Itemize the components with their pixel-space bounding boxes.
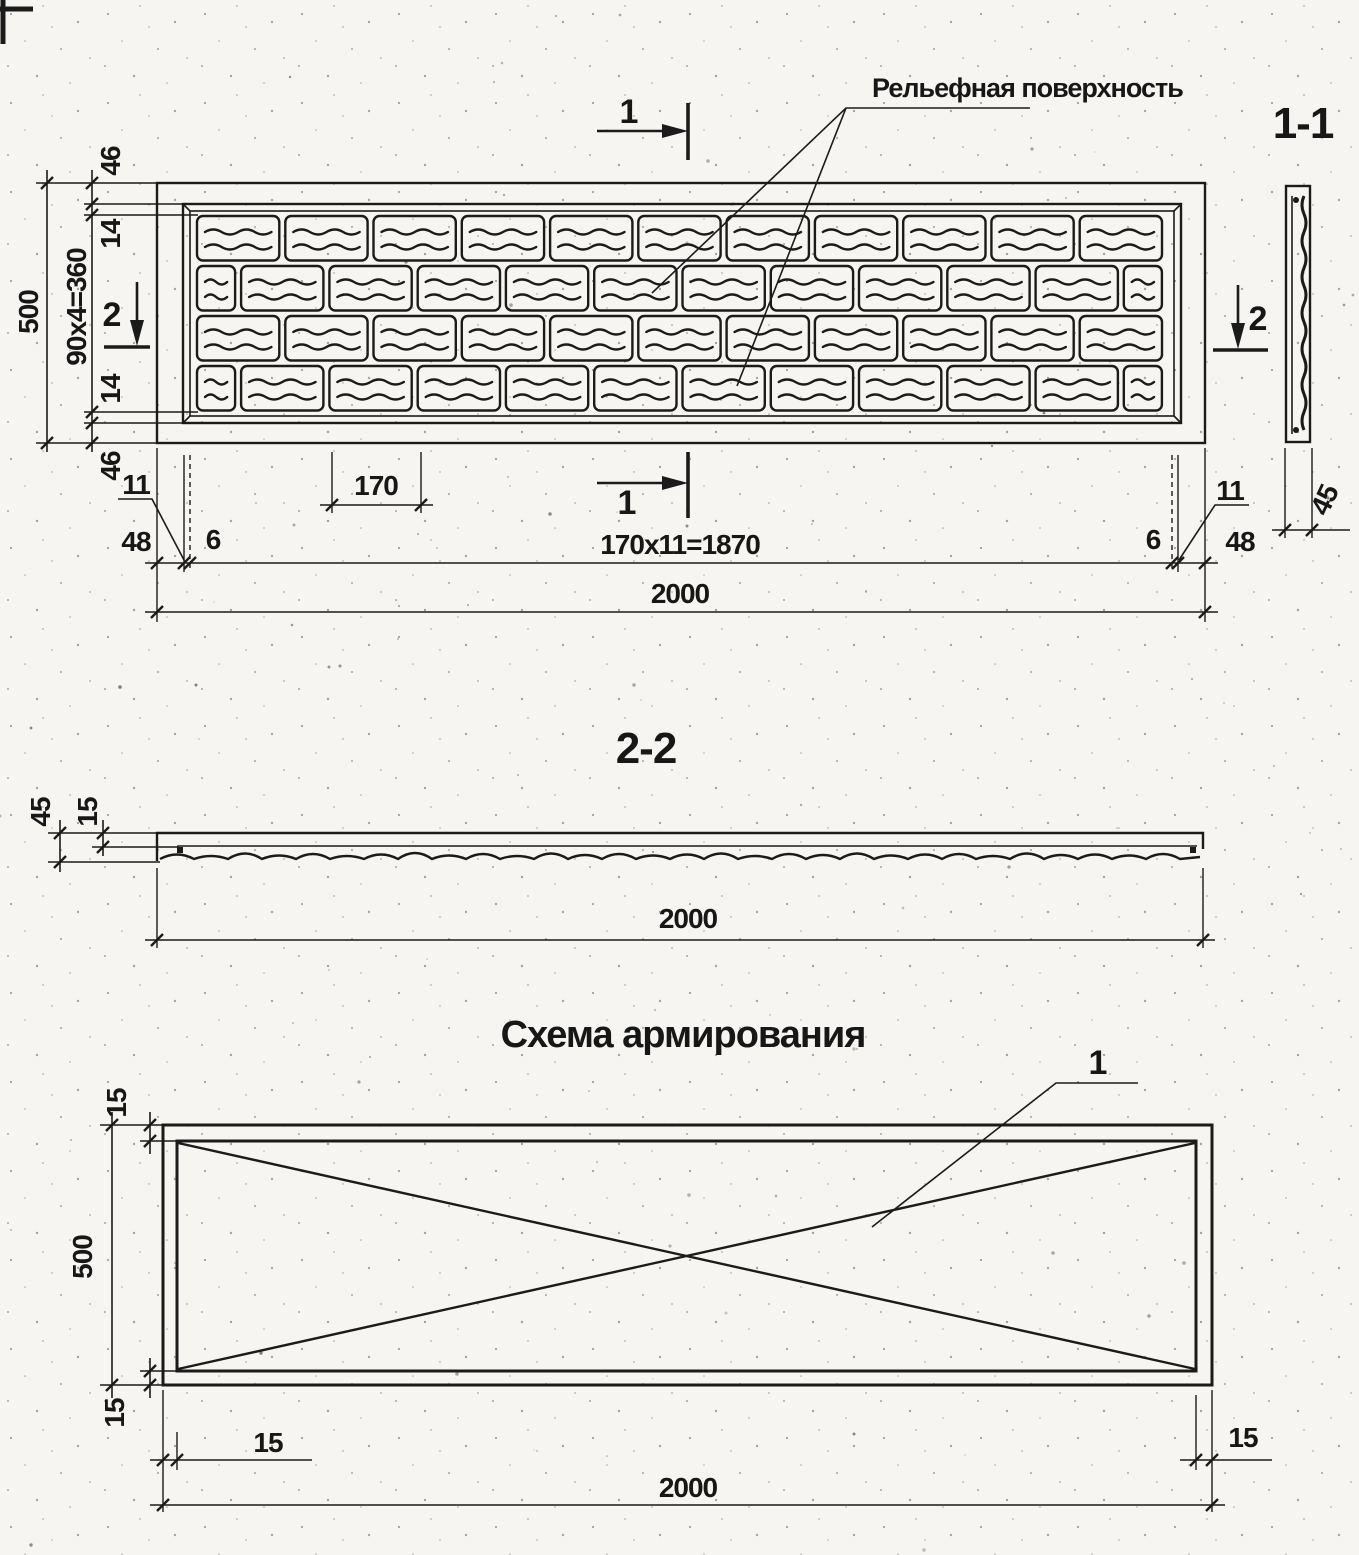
scan-speck — [397, 638, 399, 640]
scan-speck — [1094, 151, 1095, 152]
scan-speck — [118, 685, 122, 689]
dim-edge-left: 48 — [121, 526, 151, 557]
scan-speck — [1223, 702, 1225, 704]
scan-speck — [292, 1022, 294, 1024]
dim-edge-small-left: 6 — [205, 524, 221, 555]
scan-speck — [1043, 412, 1046, 415]
scan-speck — [493, 81, 495, 83]
scan-speck — [70, 1139, 72, 1141]
scan-speck — [632, 683, 635, 686]
scan-speck — [1340, 848, 1341, 849]
scan-speck — [596, 1161, 598, 1163]
scan-speck — [291, 624, 294, 627]
scan-speck — [1147, 1314, 1150, 1317]
dim-offset-top: 15 — [101, 1088, 132, 1118]
scan-speck — [922, 1548, 926, 1552]
scan-speck — [293, 524, 296, 527]
scan-speck — [455, 1372, 459, 1376]
scan-speck — [1030, 147, 1033, 150]
scan-speck — [725, 1312, 728, 1315]
scan-speck — [1079, 362, 1081, 364]
dim-joint-left: 11 — [122, 469, 150, 500]
scan-speck — [964, 1454, 965, 1455]
section-1-1-title: 1-1 — [1272, 99, 1334, 148]
dim-length-2-2: 2000 — [658, 903, 718, 934]
scan-speck — [991, 445, 993, 447]
scan-speck — [686, 525, 689, 528]
dim-joint-right: 11 — [1216, 475, 1244, 506]
scan-speck — [509, 303, 513, 307]
scan-speck — [503, 194, 505, 196]
scan-speck — [398, 605, 400, 607]
scan-speck — [328, 666, 331, 669]
scan-speck — [213, 601, 214, 602]
cut-label-1-top: 1 — [619, 93, 639, 131]
dim-overall-length: 2000 — [650, 578, 710, 609]
dim-gap-bottom: 14 — [95, 374, 126, 404]
scan-speck — [10, 1229, 12, 1231]
scan-speck — [640, 699, 642, 701]
scan-speck — [1309, 832, 1310, 833]
dim-thickness-1-1: 45 — [1304, 480, 1345, 520]
scan-speck — [328, 969, 329, 970]
dim-edge-small-right: 6 — [1145, 524, 1161, 555]
scan-speck — [1051, 1251, 1055, 1255]
scan-speck — [606, 1455, 608, 1457]
dim-margin-bottom: 46 — [95, 451, 126, 481]
scan-speck — [775, 1195, 778, 1198]
scan-speck — [865, 590, 867, 592]
scan-speck — [902, 907, 905, 910]
dim-relief-depth: 15 — [72, 797, 103, 827]
dim-offset-bottom: 15 — [99, 1398, 130, 1428]
scan-speck — [654, 1009, 656, 1011]
dim-offset-left: 15 — [253, 1427, 283, 1458]
scan-speck — [548, 512, 552, 516]
dim-height-reinf: 500 — [67, 1235, 98, 1279]
dim-thickness-2-2: 45 — [25, 797, 56, 827]
scan-speck — [369, 1056, 371, 1058]
scan-speck — [706, 159, 710, 163]
reinforcement-title: Схема армирования — [500, 1014, 866, 1056]
scan-speck — [501, 62, 504, 65]
dim-modules-formula: 170x11=1870 — [600, 529, 760, 560]
scan-speck — [1007, 865, 1010, 868]
scan-speck — [195, 684, 198, 687]
cut-label-1-bottom: 1 — [617, 484, 637, 522]
cut-label-2-left: 2 — [102, 296, 122, 334]
scan-speck — [357, 1080, 360, 1083]
scan-speck — [1182, 1261, 1186, 1265]
scan-speck — [467, 604, 469, 606]
dim-total-height: 500 — [13, 290, 44, 334]
dim-offset-right: 15 — [1228, 1422, 1258, 1453]
scan-speck — [555, 15, 557, 17]
scan-speck — [198, 738, 199, 739]
scan-speck — [1352, 294, 1355, 297]
scan-speck — [1065, 197, 1067, 199]
scan-speck — [853, 1433, 856, 1436]
rebar-dot — [1190, 847, 1196, 853]
scan-speck — [687, 1193, 691, 1197]
scan-speck — [1300, 893, 1302, 895]
dim-brick-module: 170 — [354, 470, 398, 501]
scan-speck — [436, 547, 437, 548]
section-2-2-title: 2-2 — [615, 724, 677, 773]
scan-speck — [417, 533, 419, 535]
scan-speck — [507, 476, 508, 477]
scan-speck — [255, 502, 256, 503]
scan-speck — [588, 1090, 590, 1092]
relief-surface-label: Рельефная поверхность — [872, 73, 1183, 103]
cut-label-2-right: 2 — [1248, 300, 1268, 338]
scan-speck — [652, 1378, 653, 1379]
rebar-dot — [1293, 427, 1299, 433]
scan-speck — [517, 774, 519, 776]
dim-edge-right: 48 — [1225, 526, 1255, 557]
scan-speck — [289, 76, 291, 78]
dim-length-reinf: 2000 — [658, 1472, 718, 1503]
dim-gap-top: 14 — [95, 219, 126, 249]
scan-speck — [1191, 678, 1193, 680]
scan-speck — [619, 14, 622, 17]
scan-speck — [811, 523, 813, 525]
scan-speck — [652, 851, 654, 853]
scan-speck — [426, 958, 428, 960]
scan-speck — [29, 1543, 32, 1546]
scan-speck — [668, 1244, 671, 1247]
scan-speck — [1273, 765, 1275, 767]
rebar-dot — [177, 847, 183, 853]
dim-margin-top: 46 — [95, 146, 126, 176]
scan-speck — [800, 804, 802, 806]
scan-speck — [1343, 304, 1346, 307]
rebar-position-label: 1 — [1088, 1044, 1108, 1082]
scan-speck — [533, 1449, 534, 1450]
scan-speck — [1116, 827, 1118, 829]
rebar-dot — [1293, 197, 1299, 203]
dim-rows-formula: 90x4=360 — [61, 248, 92, 366]
scan-speck — [30, 727, 33, 730]
scan-speck — [339, 665, 342, 668]
